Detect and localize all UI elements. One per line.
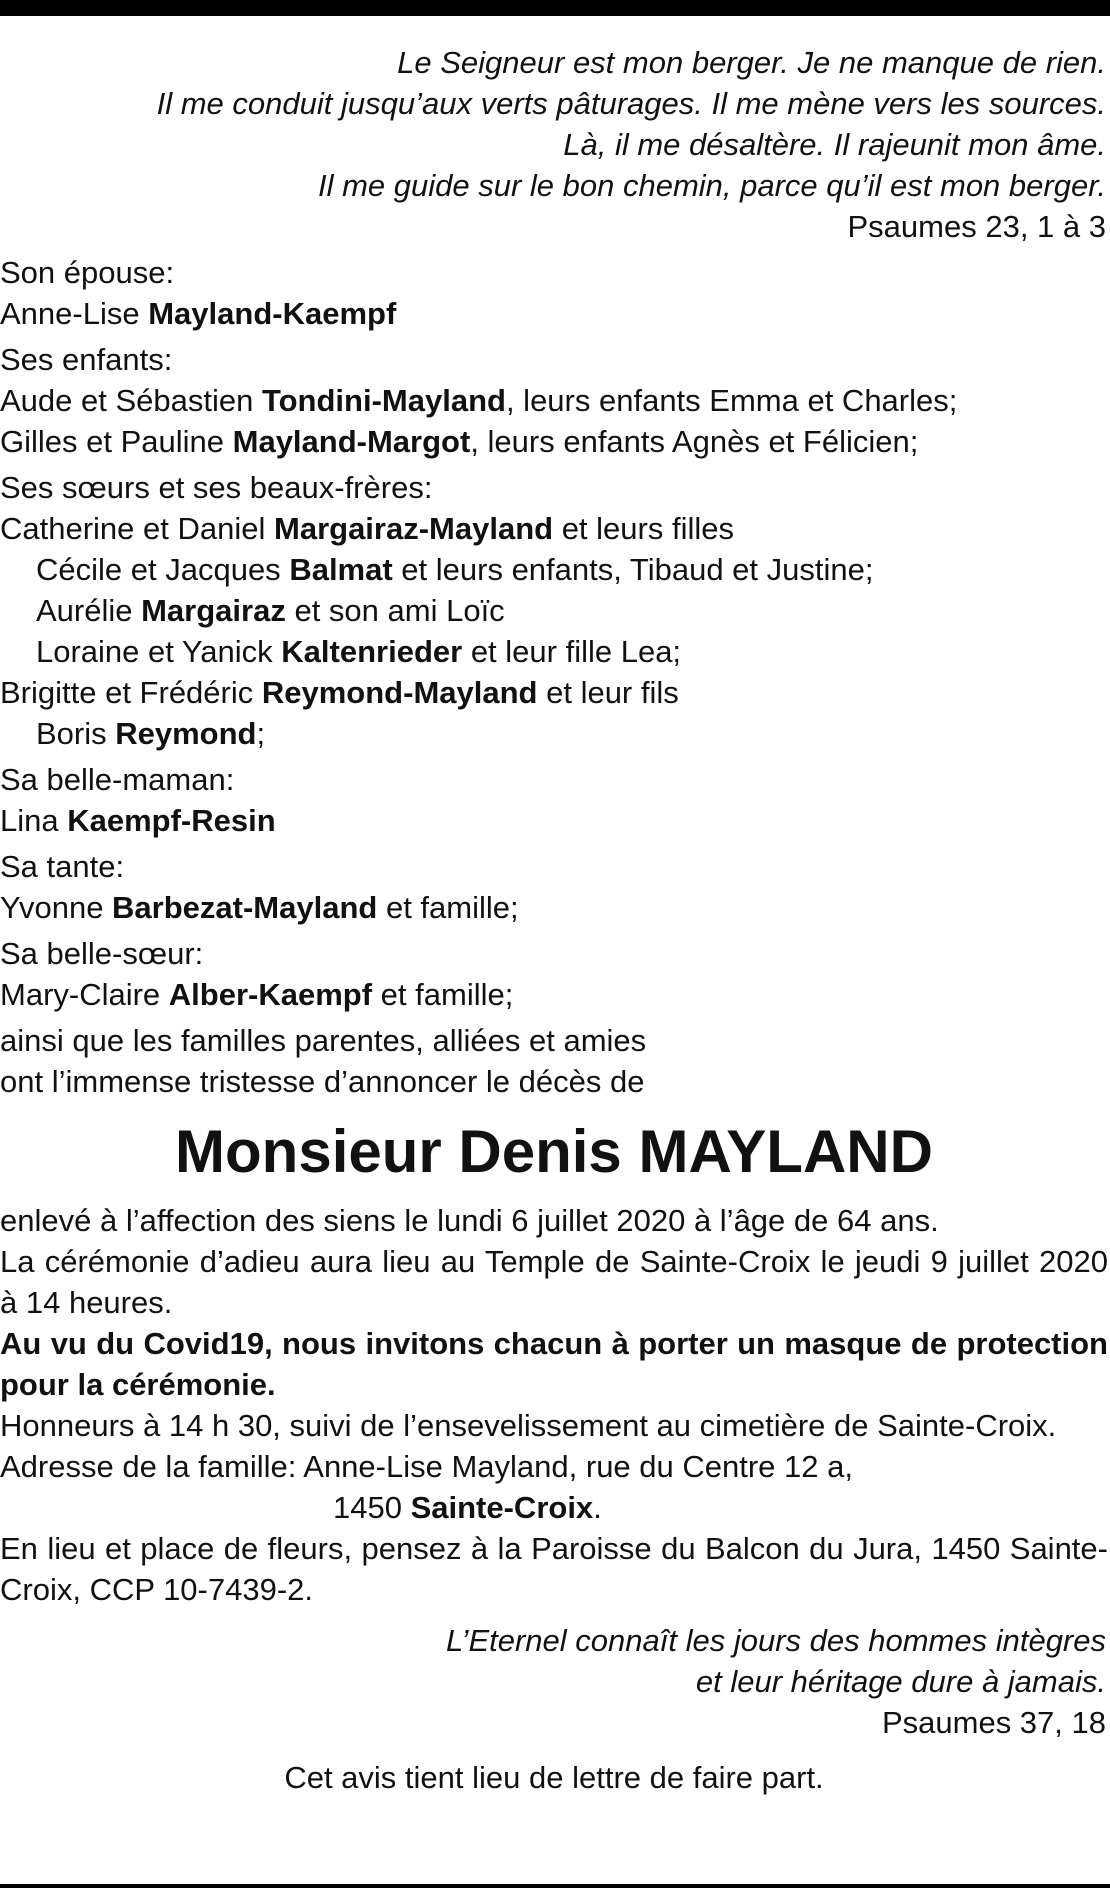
family-member <box>0 549 1108 590</box>
given-names: Cécile et Jacques <box>36 552 290 587</box>
given-names: Mary-Claire <box>0 977 169 1012</box>
given-names: Yvonne <box>0 890 113 925</box>
postal-code: 1450 <box>333 1490 411 1525</box>
given-names: Brigitte et Frédéric <box>0 675 262 710</box>
family-member <box>0 293 1108 334</box>
member-details: et leurs enfants, Tibaud et Justine; <box>392 552 874 587</box>
section-heading: Sa tante: <box>0 849 125 884</box>
quote-line: L’Eternel connaît les jours des hommes intègres <box>446 1623 1106 1658</box>
announcement-line: ont l’immense tristesse d’annoncer le décès de <box>0 1064 645 1099</box>
given-names: Loraine et Yanick <box>36 634 282 669</box>
announcement-line: ainsi que les familles parentes, alliées et amies <box>0 1023 647 1058</box>
deceased-name: Monsieur Denis MAYLAND <box>175 1118 933 1185</box>
quote-line: Il me conduit jusqu’aux verts pâturages. Il me mène vers les sources. <box>156 86 1106 121</box>
family-member <box>0 974 1108 1015</box>
section-heading: Son épouse: <box>0 255 175 290</box>
closing-psalm-quote <box>0 1620 1108 1743</box>
quote-line: et leur héritage dure à jamais. <box>695 1664 1106 1699</box>
family-surname: Margairaz-Mayland <box>274 511 554 546</box>
family-member <box>0 421 1108 462</box>
quote-line: Là, il me désaltère. Il rajeunit mon âme. <box>563 127 1106 162</box>
family-surname: Barbezat-Mayland <box>112 890 378 925</box>
given-names: Aude et Sébastien <box>0 383 262 418</box>
section-heading: Sa belle-maman: <box>0 762 235 797</box>
member-details: et leurs filles <box>553 511 734 546</box>
family-surname: Mayland-Kaempf <box>148 296 397 331</box>
member-details: et leur fille Lea; <box>462 634 682 669</box>
flowers-donation-note: En lieu et place de fleurs, pensez à la Paroisse du Balcon du Jura, 1450 Sainte-Croix, CCP 10-7439-2. <box>0 1531 1108 1607</box>
family-member <box>0 508 1108 549</box>
section-heading: Ses sœurs et ses beaux-frères: <box>0 470 433 505</box>
announcement-text <box>0 1020 1108 1102</box>
sister-in-law-section <box>0 933 1108 1015</box>
family-address-city <box>0 1487 1108 1528</box>
family-address: Adresse de la famille: Anne-Lise Mayland, rue du Centre 12 a, <box>0 1449 853 1484</box>
family-member <box>0 380 1108 421</box>
given-names: Catherine et Daniel <box>0 511 274 546</box>
family-member <box>0 713 1108 754</box>
opening-psalm-quote <box>0 16 1108 247</box>
quote-reference: Psaumes 37, 18 <box>881 1705 1106 1740</box>
given-names: Aurélie <box>36 593 142 628</box>
section-heading: Sa belle-sœur: <box>0 936 204 971</box>
family-surname: Reymond <box>115 716 257 751</box>
spouse-section <box>0 252 1108 334</box>
member-details: et leur fils <box>537 675 679 710</box>
member-details: et son ami Loïc <box>285 593 505 628</box>
honours-details: Honneurs à 14 h 30, suivi de l’ensevelissement au cimetière de Sainte-Croix. <box>0 1408 1057 1443</box>
member-details: ; <box>256 716 266 751</box>
mother-in-law-section <box>0 759 1108 841</box>
quote-reference: Psaumes 23, 1 à 3 <box>847 209 1106 244</box>
death-details: enlevé à l’affection des siens le lundi 6 juillet 2020 à l’âge de 64 ans. <box>0 1203 939 1238</box>
family-member <box>0 631 1108 672</box>
family-member <box>0 800 1108 841</box>
given-names: Lina <box>0 803 68 838</box>
member-details: et famille; <box>372 977 514 1012</box>
family-member <box>0 590 1108 631</box>
children-section <box>0 339 1108 462</box>
given-names: Gilles et Pauline <box>0 424 233 459</box>
family-surname: Balmat <box>289 552 393 587</box>
city-name: Sainte-Croix <box>410 1490 594 1525</box>
covid-notice: Au vu du Covid19, nous invitons chacun à porter un masque de protection pour la cérémonie. <box>0 1326 1108 1402</box>
family-surname: Alber-Kaempf <box>168 977 373 1012</box>
family-member <box>0 887 1108 928</box>
member-details: , leurs enfants Agnès et Félicien; <box>470 424 919 459</box>
ceremony-details: La cérémonie d’adieu aura lieu au Temple de Sainte-Croix le jeudi 9 juillet 2020 à 14 heures. <box>0 1244 1108 1320</box>
family-member <box>0 672 1108 713</box>
aunt-section <box>0 846 1108 928</box>
bottom-border-rule <box>0 1884 1110 1888</box>
punctuation: . <box>593 1490 602 1525</box>
family-surname: Tondini-Mayland <box>261 383 506 418</box>
given-names: Boris <box>36 716 116 751</box>
member-details: , leurs enfants Emma et Charles; <box>505 383 958 418</box>
family-surname: Kaltenrieder <box>281 634 463 669</box>
family-surname: Mayland-Margot <box>232 424 471 459</box>
family-surname: Reymond-Mayland <box>261 675 538 710</box>
family-surname: Kaempf-Resin <box>67 803 276 838</box>
quote-line: Il me guide sur le bon chemin, parce qu’il est mon berger. <box>317 168 1106 203</box>
top-border-bar <box>0 0 1110 16</box>
section-heading: Ses enfants: <box>0 342 173 377</box>
family-surname: Margairaz <box>141 593 286 628</box>
sisters-section <box>0 467 1108 754</box>
member-details: et famille; <box>377 890 519 925</box>
quote-line: Le Seigneur est mon berger. Je ne manque de rien. <box>397 45 1106 80</box>
given-names: Anne-Lise <box>0 296 149 331</box>
obituary-notice <box>0 16 1108 1798</box>
closing-note: Cet avis tient lieu de lettre de faire part. <box>284 1760 824 1795</box>
